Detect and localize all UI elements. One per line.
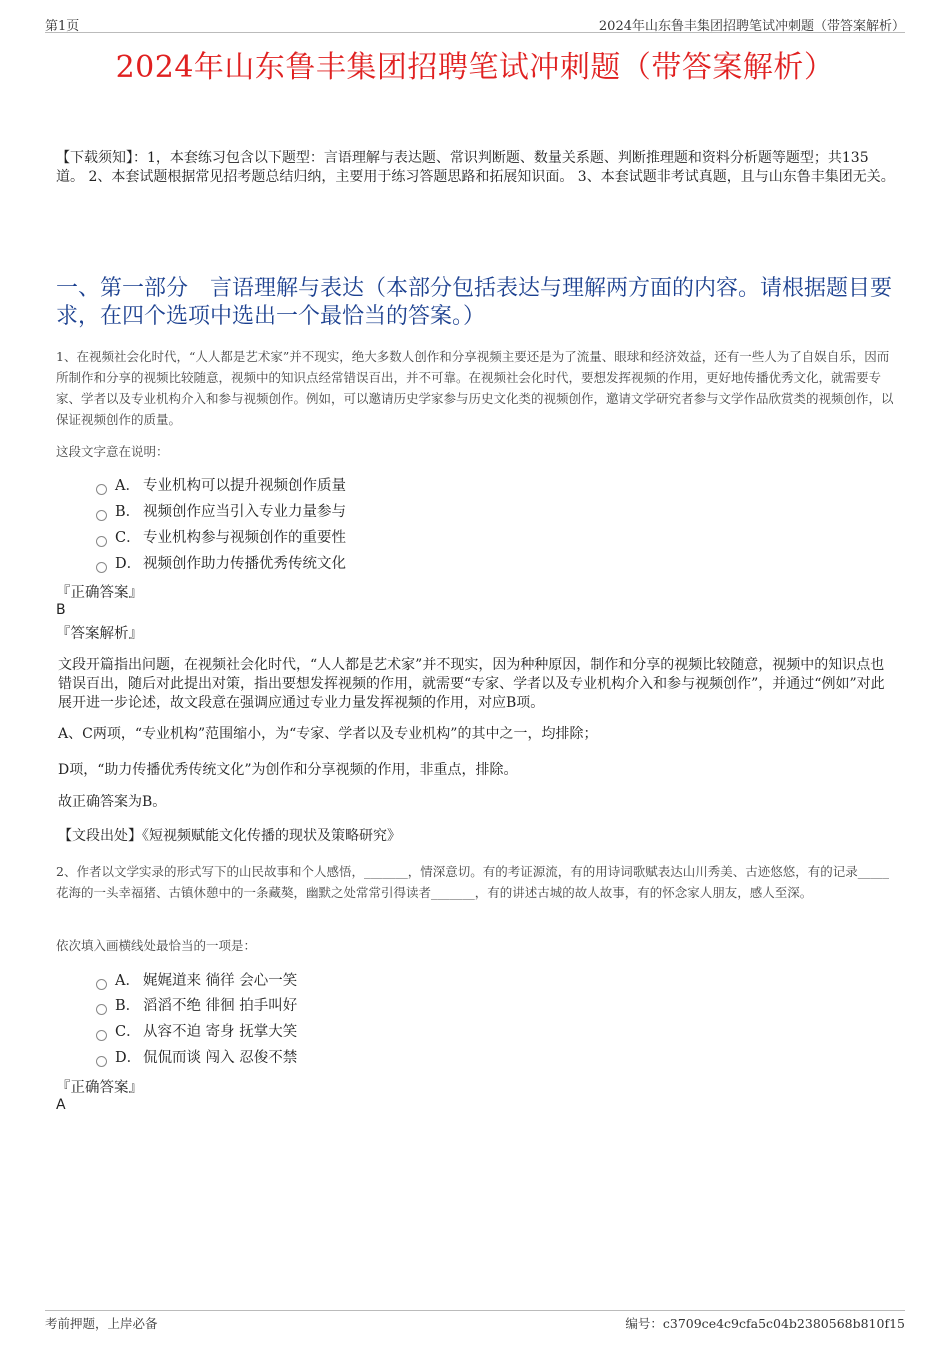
q1-option-d[interactable]: D． 视频创作助力传播优秀传统文化 <box>96 554 346 574</box>
q2-option-d[interactable]: D． 侃侃而谈 闯入 忍俊不禁 <box>96 1048 297 1068</box>
q1-analysis-paragraph: A、C两项，“专业机构”范围缩小，为“专家、学者以及专业机构”的其中之一，均排除； <box>58 726 598 742</box>
download-notice: 【下载须知】：1，本套练习包含以下题型：言语理解与表达题、常识判断题、数量关系题、判断推理题和资料分析题等题型；共135道。 2、本套试题根据常见招考题总结归纳，主要用于练习答题思路和拓展知识面。 3、本套试题非考试真题，且与山东鲁丰集团无关。 <box>56 150 895 185</box>
radio-icon[interactable] <box>96 1056 107 1067</box>
q2-answer: A <box>56 1097 66 1113</box>
radio-icon[interactable] <box>96 1004 107 1015</box>
q1-option-a[interactable]: A． 专业机构可以提升视频创作质量 <box>96 476 346 496</box>
q1-answer: B <box>56 602 66 618</box>
section-heading: 一、第一部分 言语理解与表达（本部分包括表达与理解两方面的内容。请根据题目要求，在四个选项中选出一个最恰当的答案。） <box>56 276 893 329</box>
q2-option-b[interactable]: B． 滔滔不绝 徘徊 拍手叫好 <box>96 996 297 1016</box>
radio-icon[interactable] <box>96 484 107 495</box>
radio-icon[interactable] <box>96 562 107 573</box>
document-title: 2024年山东鲁丰集团招聘笔试冲刺题（带答案解析） <box>115 50 835 85</box>
header-title: 2024年山东鲁丰集团招聘笔试冲刺题（带答案解析） <box>598 19 905 34</box>
radio-icon[interactable] <box>96 1030 107 1041</box>
q1-answer-label: 『正确答案』 <box>56 585 143 601</box>
q1-source: 【文段出处】《短视频赋能文化传播的现状及策略研究》 <box>58 828 401 844</box>
q2-option-c[interactable]: C． 从容不迫 寄身 抚掌大笑 <box>96 1022 297 1042</box>
q1-analysis-paragraph: 文段开篇指出问题，在视频社会化时代，“人人都是艺术家”并不现实，因为种种原因，制作和分享的视频比较随意，视频中的知识点也错误百出，随后对此提出对策，指出要想发挥视频的作用，就需要“专家、学者以及专业机构介入和参与视频创作”，并通过“例如”对此展开进一步论述，故文段意在强调应通过专业力量发挥视频的作用，对应B项。 <box>58 657 885 711</box>
page-number: 第1页 <box>45 19 80 34</box>
radio-icon[interactable] <box>96 979 107 990</box>
radio-icon[interactable] <box>96 510 107 521</box>
q2-option-a[interactable]: A． 娓娓道来 徜徉 会心一笑 <box>96 971 297 991</box>
q1-analysis-label: 『答案解析』 <box>56 626 143 642</box>
q1-option-c[interactable]: C． 专业机构参与视频创作的重要性 <box>96 528 346 548</box>
question-2-text: 2、作者以文学实录的形式写下的山民故事和个人感悟，_______，情深意切。有的考证源流，有的用诗词歌赋表达山川秀美、古迹悠悠，有的记录_____花海的一头幸福猪、古镇休憩中的一条藏獒，幽默之处常常引得读者_______，有的讲述古城的故人故事，有的怀念家人朋友，感人至深。 <box>56 864 889 900</box>
footer-slogan: 考前押题，上岸必备 <box>45 1316 158 1331</box>
radio-icon[interactable] <box>96 536 107 547</box>
q1-option-b[interactable]: B． 视频创作应当引入专业力量参与 <box>96 502 346 522</box>
q1-analysis-paragraph: 故正确答案为B。 <box>58 794 167 810</box>
question-1-text: 1、在视频社会化时代，“人人都是艺术家”并不现实，绝大多数人创作和分享视频主要还是为了流量、眼球和经济效益，还有一些人为了自娱自乐，因而所制作和分享的视频比较随意，视频中的知识点经常错误百出，并不可靠。在视频社会化时代，要想发挥视频的作用，更好地传播优秀文化，就需要专家、学者以及专业机构介入和参与视频创作。例如，可以邀请历史学家参与历史文化类的视频创作，邀请文学研究者参与文学作品欣赏类的视频创作，以保证视频创作的质量。 <box>56 349 894 427</box>
footer-divider <box>45 1310 905 1311</box>
question-1-prompt: 这段文字意在说明： <box>56 444 169 459</box>
page-header <box>45 12 905 33</box>
q2-answer-label: 『正确答案』 <box>56 1080 143 1096</box>
footer-doc-id: 编号：c3709ce4c9cfa5c04b2380568b810f15 <box>625 1316 905 1331</box>
question-2-prompt: 依次填入画横线处最恰当的一项是： <box>56 938 257 953</box>
q1-analysis-paragraph: D项，“助力传播优秀传统文化”为创作和分享视频的作用，非重点，排除。 <box>58 762 518 778</box>
